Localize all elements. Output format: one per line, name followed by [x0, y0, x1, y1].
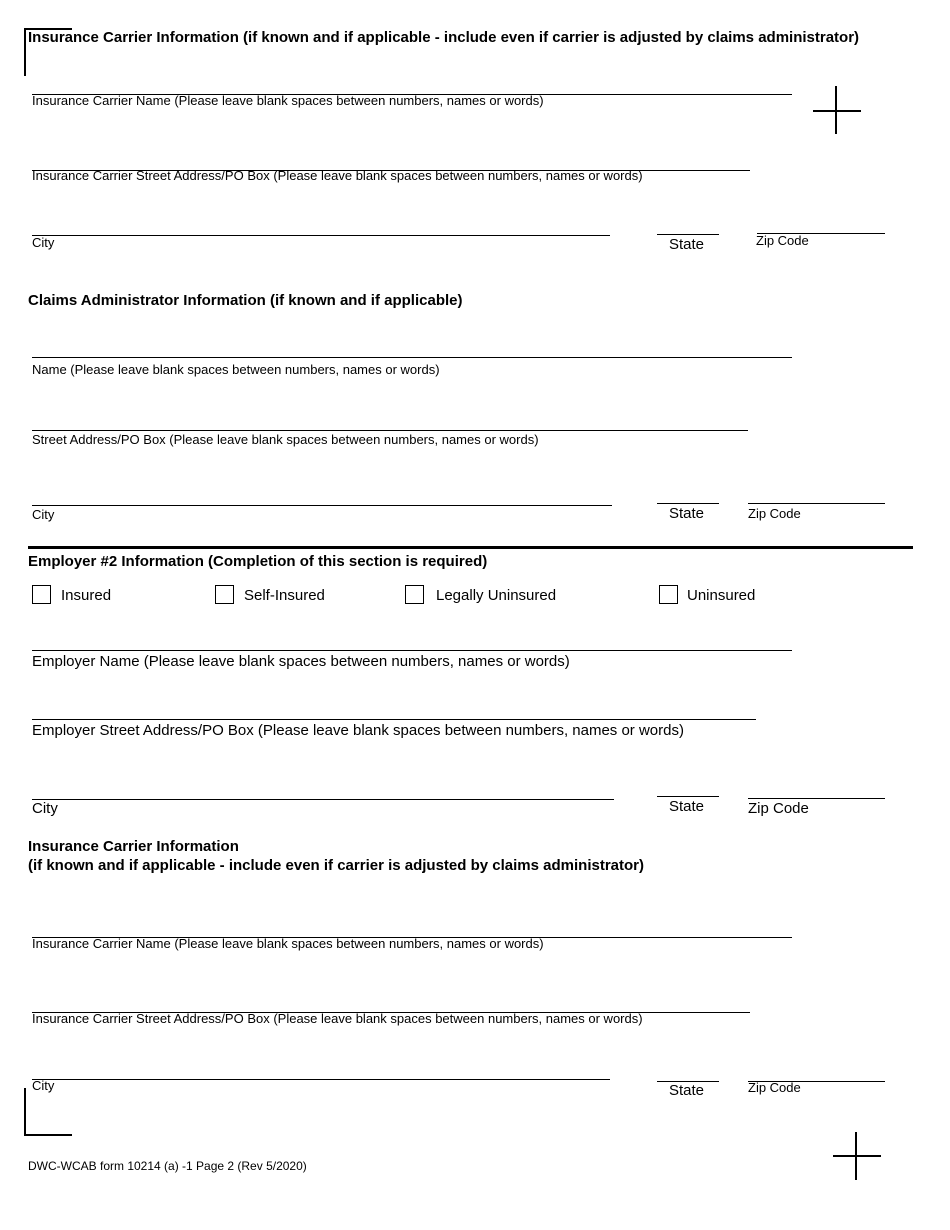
- carrier-state-label: State: [669, 236, 705, 253]
- admin-name-label: Name (Please leave blank spaces between numbers, names or words): [32, 362, 440, 377]
- admin-zip-field[interactable]: [748, 503, 885, 504]
- admin-state-field[interactable]: [657, 503, 719, 504]
- employer-street-label: Employer Street Address/PO Box (Please leave blank spaces between numbers, names or words): [32, 722, 684, 739]
- legally-uninsured-checkbox[interactable]: [405, 585, 424, 604]
- employer-name-label: Employer Name (Please leave blank spaces between numbers, names or words): [32, 653, 570, 670]
- corner-mark-bottom-left-vertical: [24, 1088, 26, 1136]
- admin-street-label: Street Address/PO Box (Please leave blank spaces between numbers, names or words): [32, 432, 539, 447]
- corner-mark-bottom-left-horizontal: [24, 1134, 72, 1136]
- carrier2-street-label: Insurance Carrier Street Address/PO Box (Please leave blank spaces between numbers, names or words): [32, 1011, 643, 1026]
- crosshair-bottom-right-horizontal: [833, 1155, 881, 1157]
- carrier-street-label: Insurance Carrier Street Address/PO Box (Please leave blank spaces between numbers, names or words): [32, 168, 643, 183]
- carrier2-city-label: City: [32, 1078, 55, 1093]
- admin-state-label: State: [669, 505, 705, 522]
- insured-checkbox[interactable]: [32, 585, 51, 604]
- employer-zip-label: Zip Code: [748, 800, 809, 817]
- employer-state-field[interactable]: [657, 796, 719, 797]
- employer-city-label: City: [32, 800, 58, 817]
- admin-street-field[interactable]: [32, 430, 748, 431]
- carrier2-name-label: Insurance Carrier Name (Please leave blank spaces between numbers, names or words): [32, 936, 544, 951]
- section-heading-insurance-carrier: Insurance Carrier Information (if known and if applicable - include even if carrier is adjusted by claims administrator): [28, 29, 860, 46]
- form-footer-id: DWC-WCAB form 10214 (a) -1 Page 2 (Rev 5/2020): [28, 1159, 307, 1173]
- section-heading-insurance-carrier-2: Insurance Carrier Information: [28, 838, 239, 855]
- carrier-zip-label: Zip Code: [756, 233, 809, 248]
- employer-zip-field[interactable]: [748, 798, 885, 799]
- carrier-city-field[interactable]: [32, 235, 610, 236]
- carrier-city-label: City: [32, 235, 55, 250]
- section-heading-employer-2: Employer #2 Information (Completion of this section is required): [28, 553, 488, 570]
- carrier-state-field[interactable]: [657, 234, 719, 235]
- admin-city-label: City: [32, 507, 55, 522]
- admin-zip-label: Zip Code: [748, 506, 801, 521]
- carrier-name-label: Insurance Carrier Name (Please leave blank spaces between numbers, names or words): [32, 93, 544, 108]
- employer-name-field[interactable]: [32, 650, 792, 651]
- admin-name-field[interactable]: [32, 357, 792, 358]
- section-divider: [28, 546, 913, 549]
- section-heading-claims-administrator: Claims Administrator Information (if known and if applicable): [28, 292, 463, 309]
- self-insured-option-label: Self-Insured: [244, 587, 325, 604]
- self-insured-checkbox[interactable]: [215, 585, 234, 604]
- legally-uninsured-option-label: Legally Uninsured: [436, 587, 557, 604]
- employer-state-label: State: [669, 798, 705, 815]
- employer-city-field[interactable]: [32, 799, 614, 800]
- carrier2-zip-label: Zip Code: [748, 1080, 801, 1095]
- corner-mark-top-left-vertical: [24, 28, 26, 76]
- admin-city-field[interactable]: [32, 505, 612, 506]
- insured-option-label: Insured: [61, 587, 112, 604]
- uninsured-option-label: Uninsured: [687, 587, 756, 604]
- uninsured-checkbox[interactable]: [659, 585, 678, 604]
- employer-street-field[interactable]: [32, 719, 756, 720]
- section-subheading-insurance-carrier-2: (if known and if applicable - include even if carrier is adjusted by claims administrator): [28, 857, 644, 874]
- carrier2-city-field[interactable]: [32, 1079, 610, 1080]
- carrier2-state-label: State: [669, 1082, 705, 1099]
- crosshair-top-right-horizontal: [813, 110, 861, 112]
